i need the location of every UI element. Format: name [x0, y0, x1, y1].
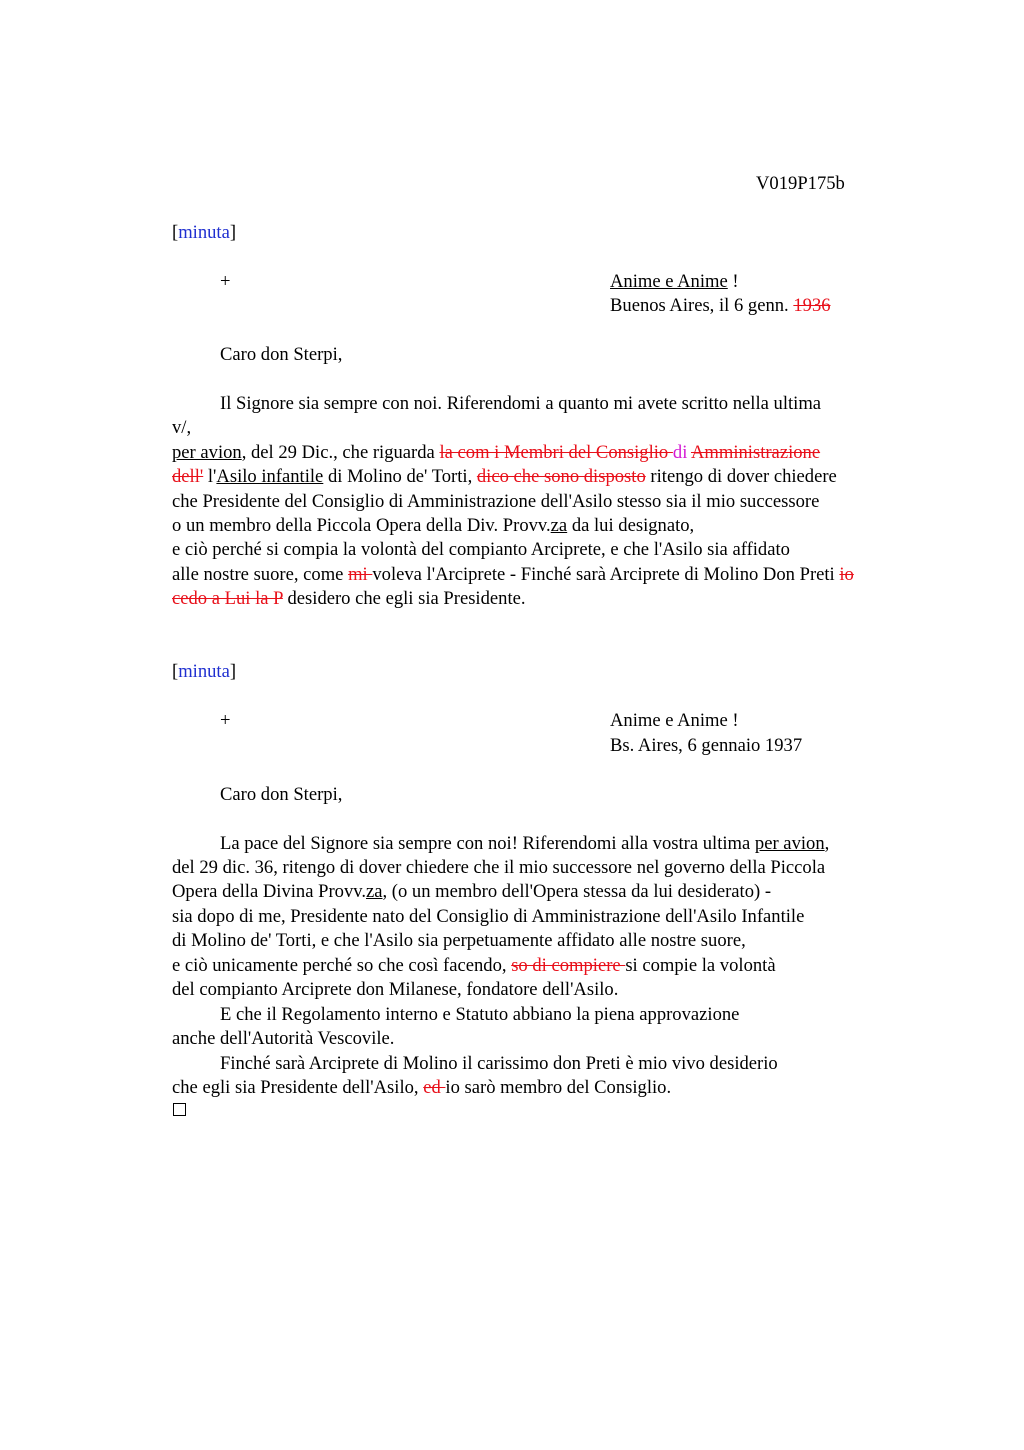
letter1-body-line-2: v/, — [172, 417, 192, 438]
letter1-body-line-1: Il Signore sia sempre con noi. Riferendomi a quanto mi avete scritto nella ultima — [220, 393, 822, 414]
letter1-body-line-8: alle nostre suore, come mi voleva l'Arciprete - Finché sarà Arciprete di Molino Don Preti io — [172, 564, 854, 585]
letter2-place-date: Bs. Aires, 6 gennaio 1937 — [610, 735, 803, 756]
letter2-body-line-11: che egli sia Presidente dell'Asilo, ed io sarò membro del Consiglio. — [172, 1077, 672, 1098]
letter2-body-line-5: di Molino de' Torti, e che l'Asilo sia perpetuamente affidato alle nostre suore, — [172, 930, 746, 951]
letter2-motto: Anime e Anime ! — [610, 710, 739, 731]
letter1-salutation: Caro don Sterpi, — [220, 344, 343, 365]
letter2-body-line-2: del 29 dic. 36, ritengo di dover chiedere che il mio successore nel governo della Piccola — [172, 857, 826, 878]
letter2-body-line-10: Finché sarà Arciprete di Molino il carissimo don Preti è mio vivo desiderio — [220, 1053, 778, 1074]
letter2-salutation: Caro don Sterpi, — [220, 784, 343, 805]
letter1-body-line-4: dell' l'Asilo infantile di Molino de' Torti, dico che sono disposto ritengo di dover chiedere — [172, 466, 837, 487]
letter2-body-line-3: Opera della Divina Provv.za, (o un membro dell'Opera stessa da lui desiderato) - — [172, 881, 772, 902]
letter2-body-line-9: anche dell'Autorità Vescovile. — [172, 1028, 395, 1049]
letter1-motto: Anime e Anime ! — [610, 271, 739, 292]
letter1-body-line-6: o un membro della Piccola Opera della Div. Provv.za da lui designato, — [172, 515, 695, 536]
letter1-body-line-5: che Presidente del Consiglio di Amministrazione dell'Asilo stesso sia il mio successore — [172, 491, 820, 512]
letter1-body-line-9: cedo a Lui la P desidero che egli sia Presidente. — [172, 588, 526, 609]
letter2-body-line-7: del compianto Arciprete don Milanese, fondatore dell'Asilo. — [172, 979, 619, 1000]
document-id: V019P175b — [756, 173, 845, 194]
letter2-minuta-label: [minuta] — [172, 661, 237, 682]
end-box-icon — [173, 1103, 186, 1116]
letter1-place-date: Buenos Aires, il 6 genn. 1936 — [610, 295, 831, 316]
letter2-body-line-8: E che il Regolamento interno e Statuto abbiano la piena approvazione — [220, 1004, 740, 1025]
letter1-cross: + — [220, 271, 231, 292]
letter1-minuta-label: [minuta] — [172, 222, 237, 243]
letter2-body-line-4: sia dopo di me, Presidente nato del Consiglio di Amministrazione dell'Asilo Infantile — [172, 906, 805, 927]
letter2-body-line-1: La pace del Signore sia sempre con noi! Riferendomi alla vostra ultima per avion, — [220, 833, 830, 854]
letter2-cross: + — [220, 710, 231, 731]
letter1-body-line-3: per avion, del 29 Dic., che riguarda la com i Membri del Consiglio di Amministrazione — [172, 442, 821, 463]
letter1-body-line-7: e ciò perché si compia la volontà del compianto Arciprete, e che l'Asilo sia affidato — [172, 539, 790, 560]
letter2-body-line-6: e ciò unicamente perché so che così facendo, so di compiere si compie la volontà — [172, 955, 776, 976]
